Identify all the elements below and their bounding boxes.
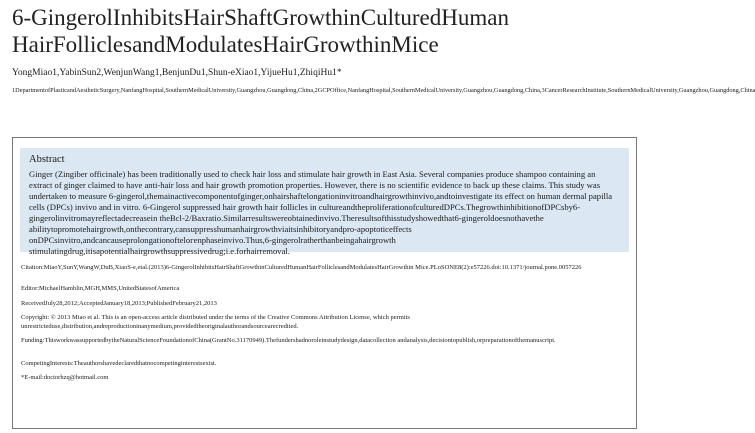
competing-interests-text: CompetingInterests:Theauthorshavedeclaredthatnocompetinginterestsexist.: [21, 360, 217, 367]
affiliations: 1DepartmentofPlasticandAestheticSurgery,NanfangHospital,SouthernMedicalUniversity,Guangzhou,Guangdong,China,2GCPOffice,NanfangHospital,SouthernMedicalUniversity,Guangzhou,Guangdong,China,3CancerResearchInstitute,SouthernMedicalUniversity,Guangzhou,Guangdong,China: [12, 87, 755, 94]
funding-text: Funding:ThisworkwassupportedbytheNaturalScienceFoundationofChina(GrantNo.31170949).Thefundershadnoroleinstudydesign,datacollection andanalysis,decisiontopublish,orpreparationofthemanuscript.: [21, 337, 556, 344]
author-list: YongMiao1,YabinSun2,WenjunWang1,BenjunDu1,Shun-eXiao1,YijueHu1,ZhiqiHu1*: [12, 68, 342, 78]
abstract-text: Ginger (Zingiber officinale) has been traditionally used to check hair loss and stimulate hair growth in East Asia. Several companies produce shampoo containing an extract of ginger claimed to have anti-hair loss and hair growth promotion properties. However, there is no scientific evidence to back up these claims. This study was undertaken to measure 6-gingerol,themainactivecomponentofginger,onhairshaftelongationinvitroandhairgrowthinvivo,andtoinvestigate its effect on human dermal papilla cells (DPCs) invivo and in vitro. 6-Gingerol suppressed hair growth hair follicles in cultureandtheproliferationofculturedDPCs.ThegrowthinhibitionofDPCsby6-gingerolinvitromayreflectadecreasein theBcl-2/Baxratio.Similarresultswereobtainedinvivo.Theresultsofthisstudyshowedthat6-gingeroldoesnothavethe abilitytopromotehairgrowth,onthecontrary,cansuppresshumanhairgrowthviaitsinhibitoryandpro-apoptoticeffects onDPCsinvitro,andcancauseprolongationofteloгenphaseinvivo.Thus,6-gingerolratherthanbeingahairgrowth stimulatingdrug,itisapotentialhairgrowthsuppressivedrug;i.e.forhairremoval.: [29, 169, 613, 256]
title-line-2: HairFolliclesandModulatesHairGrowthinMice: [12, 32, 439, 57]
abstract-box: [20, 148, 629, 256]
editor-text: Editor:MichaelHamblin,MGH,MMS,UnitedStatesofAmerica: [21, 285, 180, 292]
abstract-heading: Abstract: [29, 154, 65, 165]
citation-text: Citation:MiaoY,SunY,WangW,DuB,XiaoS-e,etal.(2013)6-GingerolInhibitsHairShaftGrowthinCulturedHumanHairFolliclesandModulatesHairGrowthin Mice.PLoSONE8(2):e57226.doi:10.1371/journal.pone.0057226: [21, 264, 582, 271]
copyright-text: Copyright: © 2013 Miao et al. This is an open-access article distributed under the terms of the Creative Commons Attribution License, which permits unrestricteduse,distribution,andreproductioninanymedium,providedtheoriginalauthorandsourcearecredited.: [21, 314, 410, 330]
article-title: [12, 4, 642, 58]
title-line-1: 6-GingerolInhibitsHairShaftGrowthinCulturedHuman: [12, 5, 509, 30]
email-link[interactable]: *E-mail:doctorhzq@hotmail.com: [21, 374, 109, 381]
dates-text: ReceivedJuly28,2012;AcceptedJanuary18,2013;PublishedFebruary21,2013: [21, 300, 217, 307]
